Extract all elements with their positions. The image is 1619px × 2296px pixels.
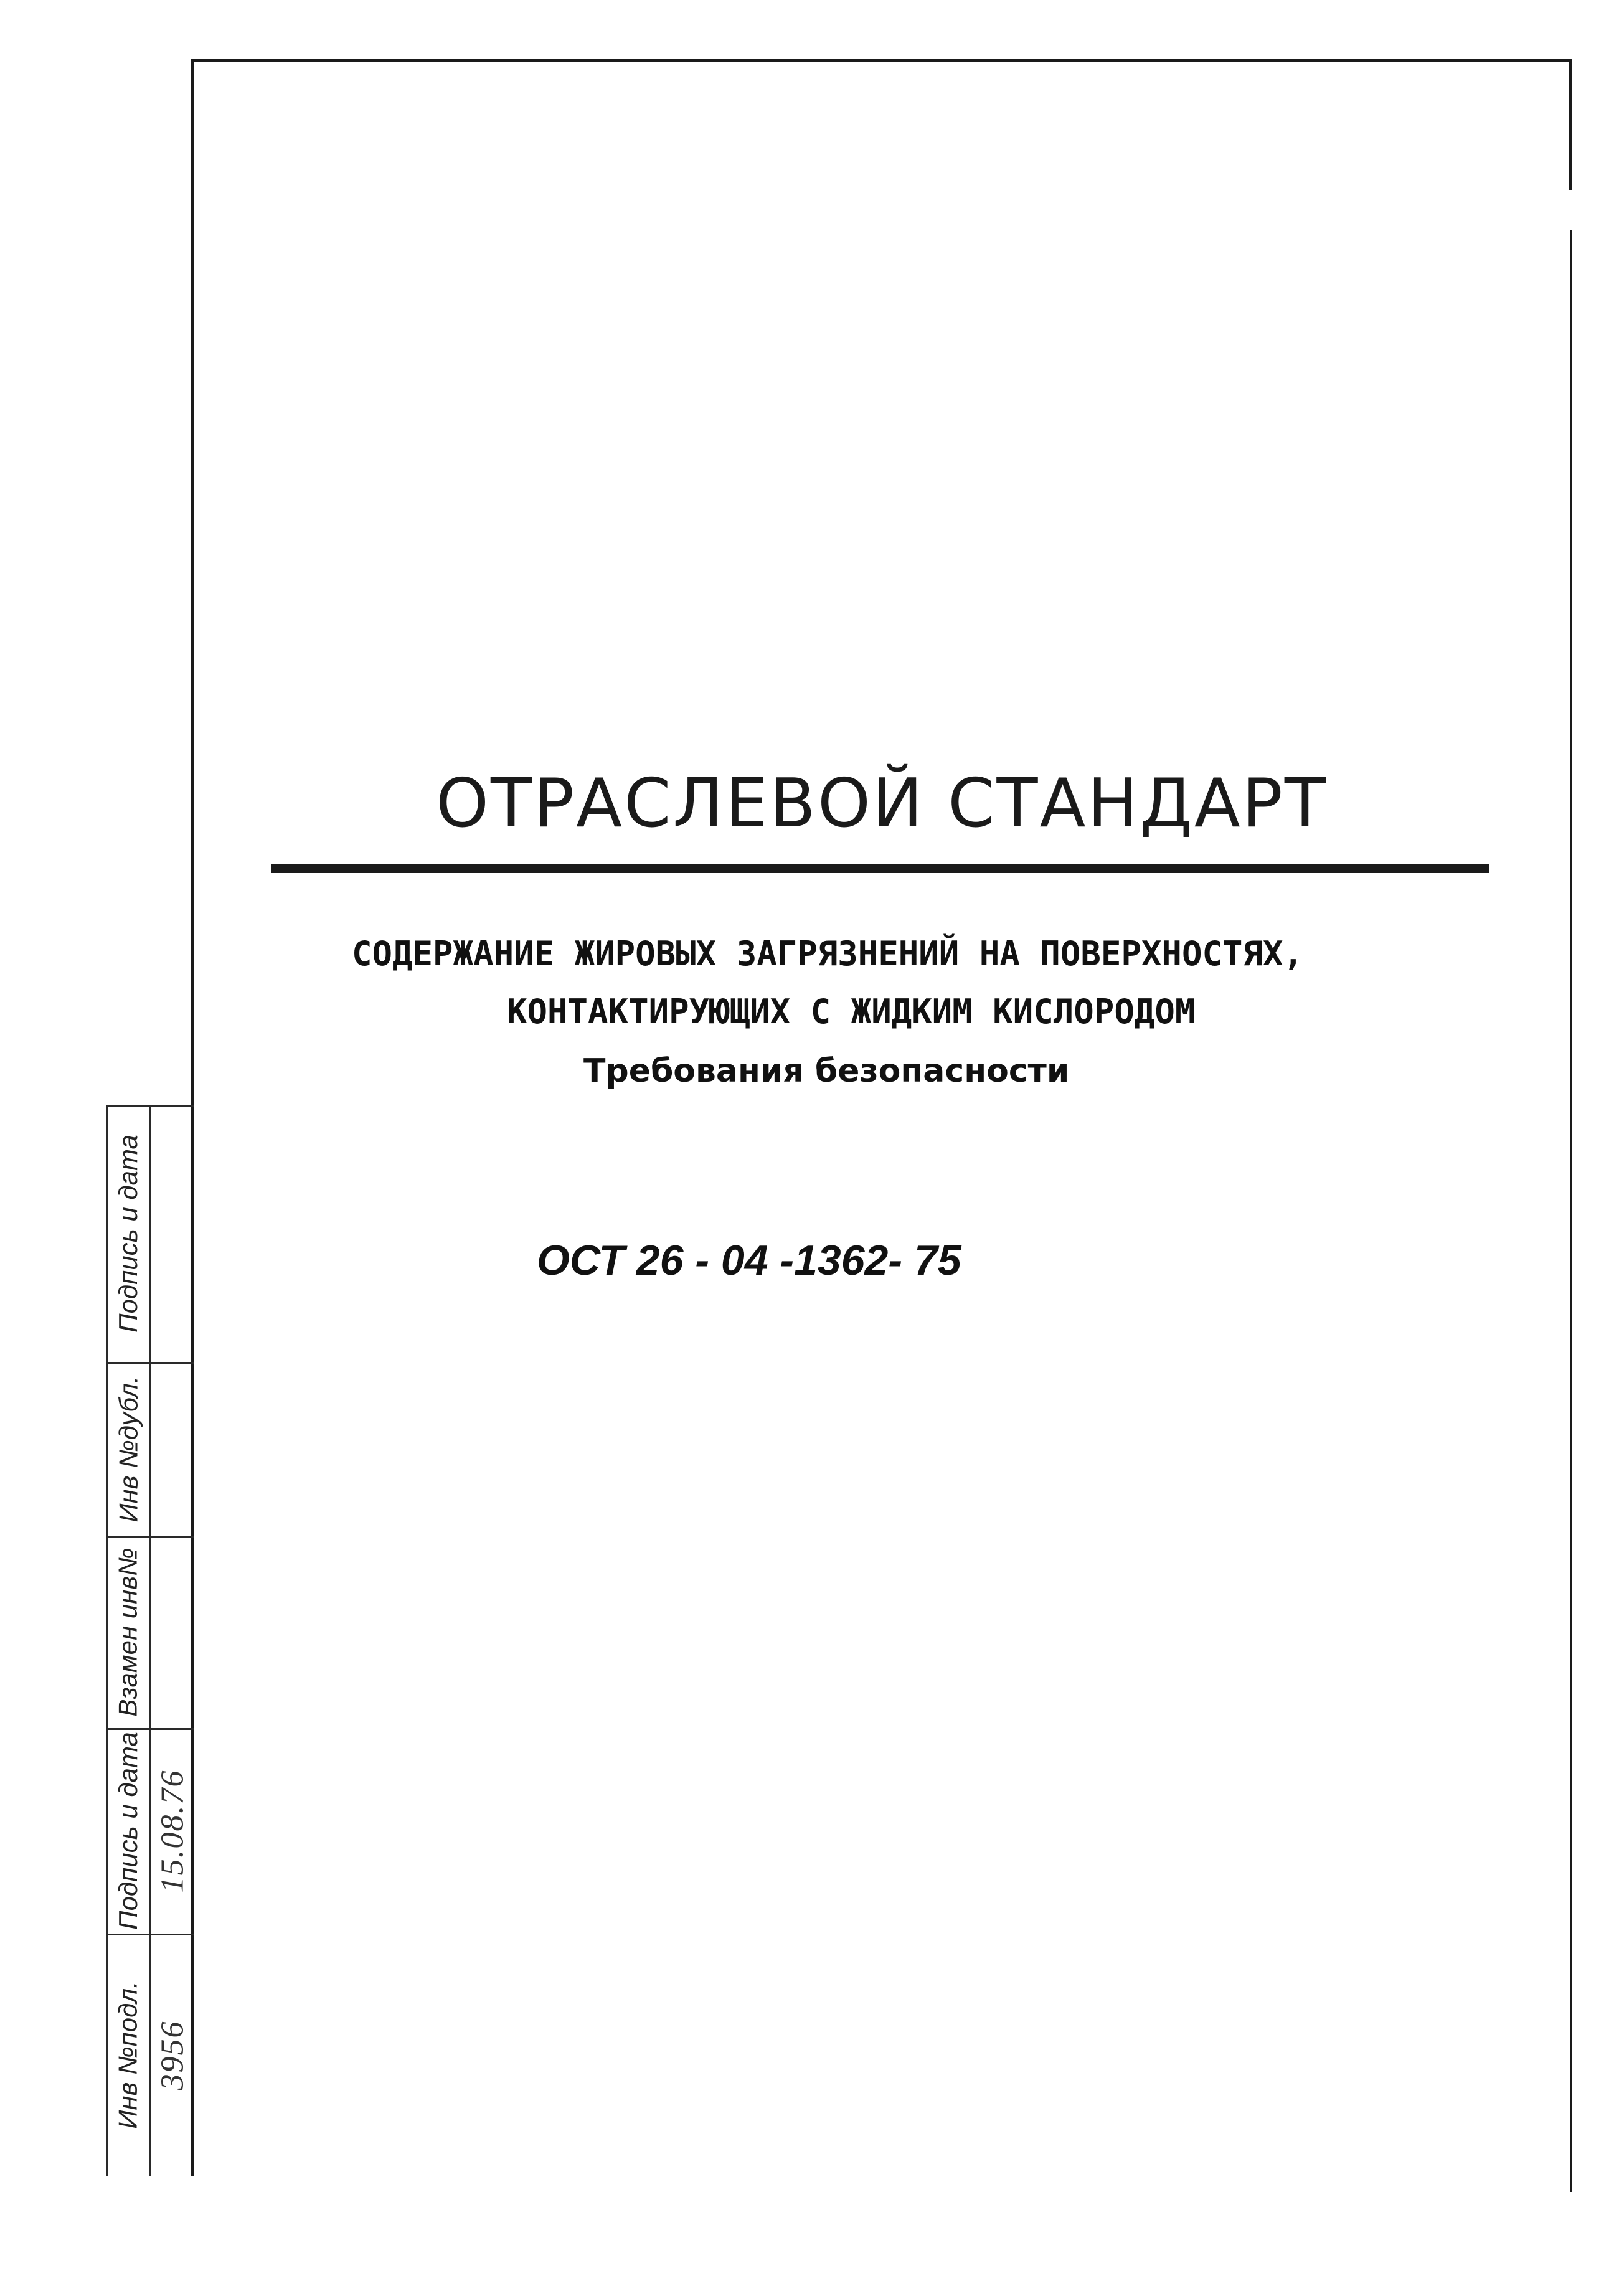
header-rule <box>271 864 1489 873</box>
stamp-value-text: 3956 <box>154 2020 191 2090</box>
margin-stamp <box>106 1105 194 2176</box>
stamp-field-label <box>106 1105 151 1362</box>
subtitle-line-3: Требования безопасности <box>583 1052 1070 1090</box>
document-number: ОСТ 26 - 04 -1362- 75 <box>537 1237 961 1284</box>
stamp-field-label <box>106 1728 151 1934</box>
stamp-field-label <box>106 1934 151 2176</box>
stamp-label-text: Взамен инв№ <box>113 1547 143 1717</box>
stamp-field-value <box>151 1934 194 2176</box>
subtitle-line-2: КОНТАКТИРУЮЩИХ С ЖИДКИМ КИСЛОРОДОМ <box>507 992 1196 1031</box>
frame-right-border <box>1569 59 1572 190</box>
stamp-field-value <box>151 1728 194 1934</box>
stamp-field-label <box>106 1536 151 1728</box>
stamp-value-text: 15.08.76 <box>154 1769 191 1892</box>
document-header: ОТРАСЛЕВОЙ СТАНДАРТ <box>436 765 1328 843</box>
stamp-label-text: Инв №дубл. <box>113 1376 143 1523</box>
frame-right-border-lower <box>1570 230 1572 2192</box>
stamp-field-label <box>106 1362 151 1536</box>
stamp-label-text: Подпись и дата <box>113 1732 143 1930</box>
frame-top-border <box>191 59 1572 62</box>
stamp-label-text: Инв №подл. <box>113 1981 143 2129</box>
stamp-label-text: Подпись и дата <box>113 1135 143 1333</box>
subtitle-line-1: СОДЕРЖАНИЕ ЖИРОВЫХ ЗАГРЯЗНЕНИЙ НА ПОВЕРХНОСТЯХ, <box>352 934 1304 973</box>
